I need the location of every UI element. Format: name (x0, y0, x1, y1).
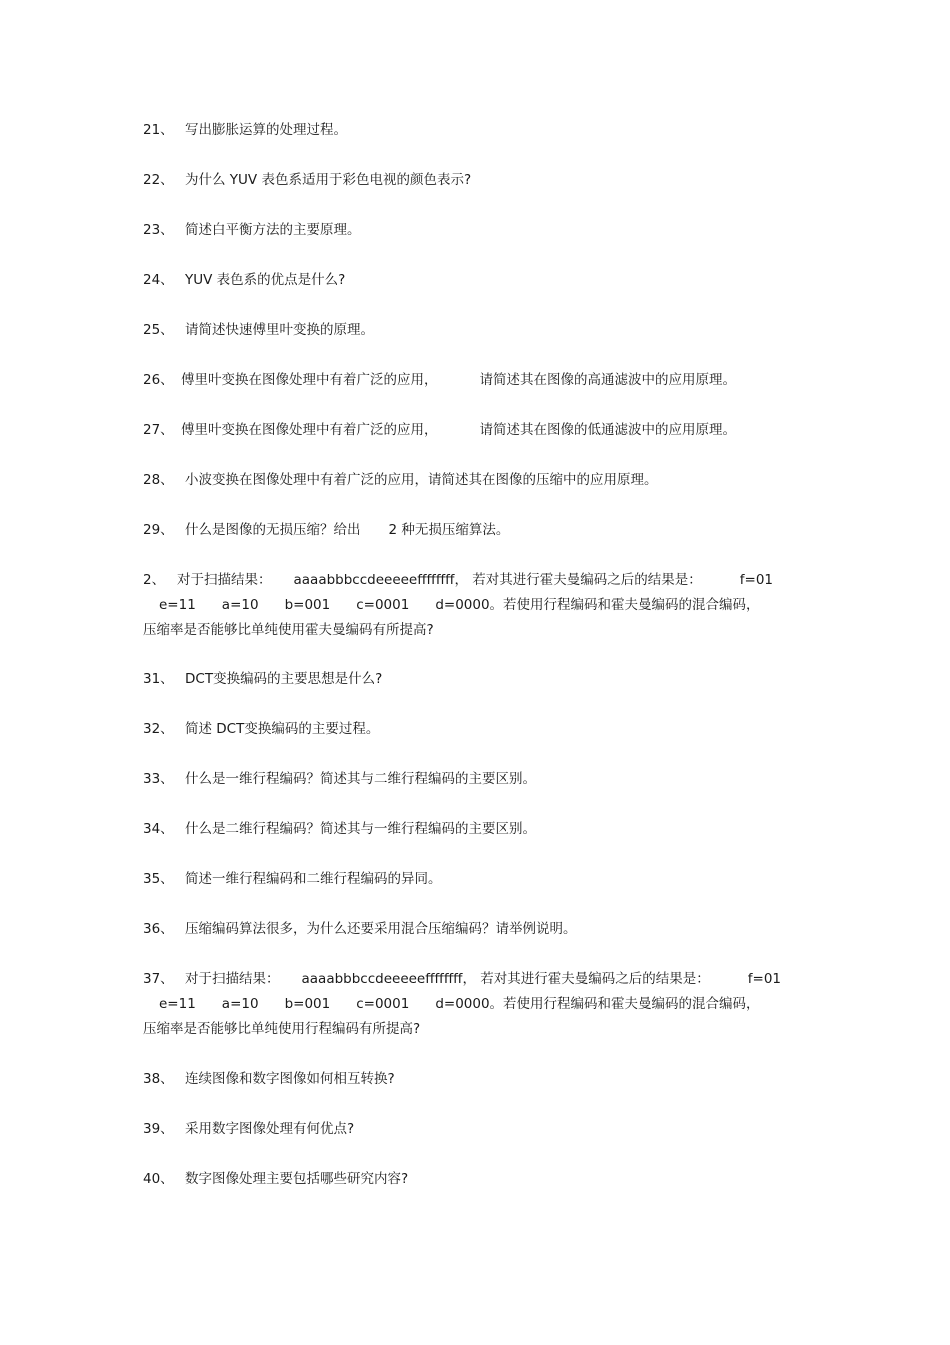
question-number: 29、 (143, 522, 174, 538)
question-26 (143, 368, 823, 393)
question-number: 28、 (143, 472, 174, 488)
question-text: YUV 表色系的优点是什么? (185, 272, 346, 288)
question-text: 写出膨胀运算的处理过程。 (185, 122, 347, 138)
question-text-part1: 傅里叶变换在图像处理中有着广泛的应用， (181, 422, 438, 438)
question-number: 37、 (143, 971, 174, 987)
question-38 (143, 1067, 823, 1092)
code-d: d=0000。若使用行程编码和霍夫曼编码的混合编码， (435, 597, 760, 613)
question-25 (143, 318, 823, 343)
question-text-part2: aaaabbbccdeeeeeffffffff， 若对其进行霍夫曼编码之后的结果是： (301, 971, 710, 987)
question-31 (143, 667, 823, 692)
question-text-part2: 2 种无损压缩算法。 (388, 522, 510, 538)
question-32 (143, 717, 823, 742)
code-c: c=0001 (356, 597, 410, 613)
question-35 (143, 867, 823, 892)
question-text: 小波变换在图像处理中有着广泛的应用，请简述其在图像的压缩中的应用原理。 (185, 472, 658, 488)
question-text: 数字图像处理主要包括哪些研究内容? (185, 1171, 409, 1187)
question-number: 35、 (143, 871, 174, 887)
code-b: b=001 (284, 996, 331, 1012)
question-text: 连续图像和数字图像如何相互转换? (185, 1071, 395, 1087)
question-line-2 (143, 593, 823, 618)
code-e: e=11 (159, 597, 196, 613)
code-e: e=11 (159, 996, 196, 1012)
question-39 (143, 1117, 823, 1142)
question-number: 40、 (143, 1171, 174, 1187)
question-22 (143, 168, 823, 193)
question-number: 33、 (143, 771, 174, 787)
question-34 (143, 817, 823, 842)
question-36 (143, 917, 823, 942)
question-23 (143, 218, 823, 243)
question-number: 36、 (143, 921, 174, 937)
question-line-1 (143, 967, 823, 992)
question-text: 简述一维行程编码和二维行程编码的异同。 (185, 871, 442, 887)
question-line-2 (143, 992, 823, 1017)
question-text: DCT变换编码的主要思想是什么? (185, 671, 383, 687)
question-number: 38、 (143, 1071, 174, 1087)
question-text: 为什么 YUV 表色系适用于彩色电视的颜色表示? (185, 172, 472, 188)
question-33 (143, 767, 823, 792)
question-text-part1: 对于扫描结果： (177, 572, 272, 588)
question-number: 27、 (143, 422, 174, 438)
question-number: 24、 (143, 272, 174, 288)
question-line-1 (143, 568, 823, 593)
question-29 (143, 518, 823, 543)
code-a: a=10 (221, 597, 259, 613)
question-text: 压缩编码算法很多，为什么还要采用混合压缩编码？请举例说明。 (185, 921, 577, 937)
question-21 (143, 118, 823, 143)
question-text: 简述 DCT变换编码的主要过程。 (185, 721, 380, 737)
question-text-part3: f=01 (739, 572, 773, 588)
question-line-3: 压缩率是否能够比单纯使用行程编码有所提高? (143, 1021, 421, 1037)
question-text: 请简述快速傅里叶变换的原理。 (185, 322, 374, 338)
question-text-part1: 对于扫描结果： (185, 971, 280, 987)
question-number: 34、 (143, 821, 174, 837)
question-text: 什么是二维行程编码？简述其与一维行程编码的主要区别。 (185, 821, 536, 837)
question-text-part1: 傅里叶变换在图像处理中有着广泛的应用， (181, 372, 438, 388)
question-text-part3: f=01 (747, 971, 781, 987)
code-d: d=0000。若使用行程编码和霍夫曼编码的混合编码， (435, 996, 760, 1012)
code-a: a=10 (221, 996, 259, 1012)
question-number: 2、 (143, 572, 166, 588)
question-text: 什么是一维行程编码？简述其与二维行程编码的主要区别。 (185, 771, 536, 787)
question-2 (143, 568, 823, 643)
code-c: c=0001 (356, 996, 410, 1012)
question-number: 23、 (143, 222, 174, 238)
question-number: 21、 (143, 122, 174, 138)
question-text-part2: 请简述其在图像的高通滤波中的应用原理。 (479, 372, 736, 388)
question-text-part1: 什么是图像的无损压缩？给出 (185, 522, 361, 538)
question-28 (143, 468, 823, 493)
question-text-part2: 请简述其在图像的低通滤波中的应用原理。 (479, 422, 736, 438)
question-number: 31、 (143, 671, 174, 687)
question-27 (143, 418, 823, 443)
question-37 (143, 967, 823, 1042)
question-number: 22、 (143, 172, 174, 188)
question-text-part2: aaaabbbccdeeeeeffffffff， 若对其进行霍夫曼编码之后的结果是： (293, 572, 702, 588)
code-b: b=001 (284, 597, 331, 613)
question-text: 简述白平衡方法的主要原理。 (185, 222, 361, 238)
question-number: 39、 (143, 1121, 174, 1137)
question-line-3: 压缩率是否能够比单纯使用霍夫曼编码有所提高? (143, 622, 434, 638)
question-number: 32、 (143, 721, 174, 737)
question-40 (143, 1167, 823, 1192)
question-number: 25、 (143, 322, 174, 338)
question-24 (143, 268, 823, 293)
question-number: 26、 (143, 372, 174, 388)
question-text: 采用数字图像处理有何优点? (185, 1121, 355, 1137)
